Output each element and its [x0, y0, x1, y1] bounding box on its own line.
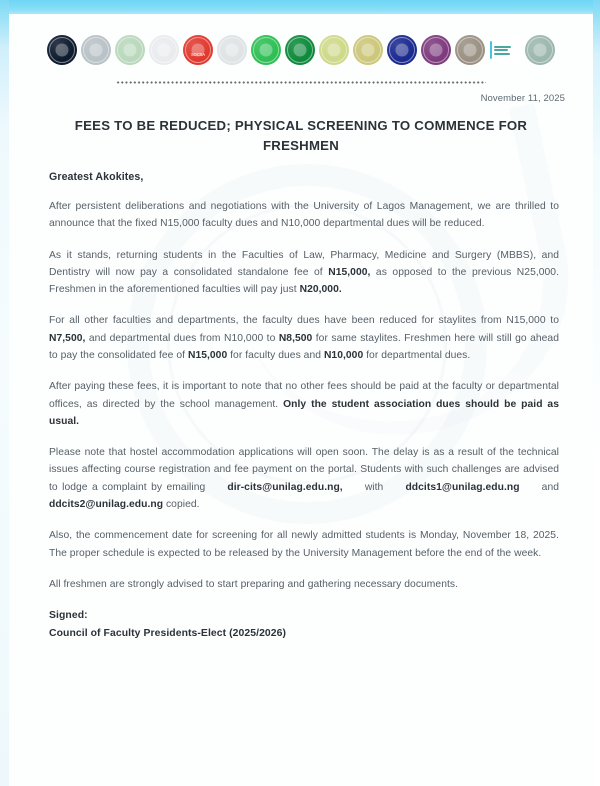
page-title: FEES TO BE REDUCED; PHYSICAL SCREENING TO COMMENCE FOR FRESHMEN — [74, 118, 528, 154]
faculty-logo-law-white — [149, 35, 179, 65]
signature-block — [49, 607, 559, 643]
faculty-logo-strip — [9, 14, 593, 70]
decorative-separator-wrap — [9, 70, 593, 87]
document-date: November 11, 2025 — [480, 93, 565, 104]
faculty-logo-purple — [421, 35, 451, 65]
salutation: Greatest Akokites, — [49, 170, 144, 183]
right-accent-edge — [593, 0, 600, 786]
faculty-logo-gold — [353, 35, 383, 65]
paragraph-list — [49, 198, 559, 593]
document-body — [9, 157, 593, 643]
para-no-other-fees: After paying these fees, it is important to note that no other fees should be paid at the faculty or departmental offices, as directed by the school management. Only the student association dues should be paid as usual. — [49, 381, 559, 427]
para-other-faculties: For all other faculties and departments, the faculty dues have been reduced for staylites from N15,000 to N7,500, and departmental dues from N10,000 to N8,500 for same staylites. Freshmen here will still go ahead to pay the consolidated fee of N15,000 for faculty dues and N10,000 for departmental dues. — [49, 315, 559, 361]
signature-label: Signed: — [49, 610, 88, 622]
faculty-logo-deep-green — [285, 35, 315, 65]
faculty-logo-blue — [387, 35, 417, 65]
faculty-logo-teal-wordmark — [489, 35, 521, 65]
faculty-logo-taupe — [455, 35, 485, 65]
faculty-logo-olive-light — [319, 35, 349, 65]
faculty-logo-bright-green — [251, 35, 281, 65]
faculty-logo-grey-outline — [217, 35, 247, 65]
document-page — [9, 14, 593, 786]
left-accent-edge — [0, 0, 9, 786]
para-announcement: After persistent deliberations and negotiations with the University of Lagos Management, we are thrilled to announce that the fixed N15,000 faculty dues and N10,000 departmental dues will be reduced. — [49, 200, 559, 230]
para-screening-date: Also, the commencement date for screening for all newly admitted students is Monday, November 18, 2025. The proper schedule is expected to be released by the University Management before the end of the week. — [49, 530, 559, 559]
para-hostel: Please note that hostel accommodation applications will open soon. The delay is as a result of the technical issues affecting course registration and fee payment on the portal. Students with such challenges are advised to lodge a complaint by emailing dir-cits@unilag.edu.ng, with ddcits1@unilag.edu.ng and ddcits2@unilag.edu.ng copied. — [49, 447, 559, 511]
dotted-separator-line — [116, 78, 486, 87]
signature-body: Council of Faculty Presidents-Elect (2025/2026) — [49, 628, 287, 640]
faculty-logo-dark-navy — [47, 35, 77, 65]
faculty-logo-red-socsa: SOCSA — [183, 35, 213, 65]
faculty-logo-silver — [81, 35, 111, 65]
faculty-logo-pale-green — [115, 35, 145, 65]
faculty-logo-sage — [525, 35, 555, 65]
para-returning-students: As it stands, returning students in the Faculties of Law, Pharmacy, Medicine and Surgery (MBBS), and Dentistry will now pay a consolidated standalone fee of N15,000, as opposed to the previous N25,000. Freshmen in the aforementioned faculties will pay just N20,000. — [49, 249, 559, 296]
para-freshmen-advice: All freshmen are strongly advised to start preparing and gathering necessary documents. — [49, 578, 459, 590]
